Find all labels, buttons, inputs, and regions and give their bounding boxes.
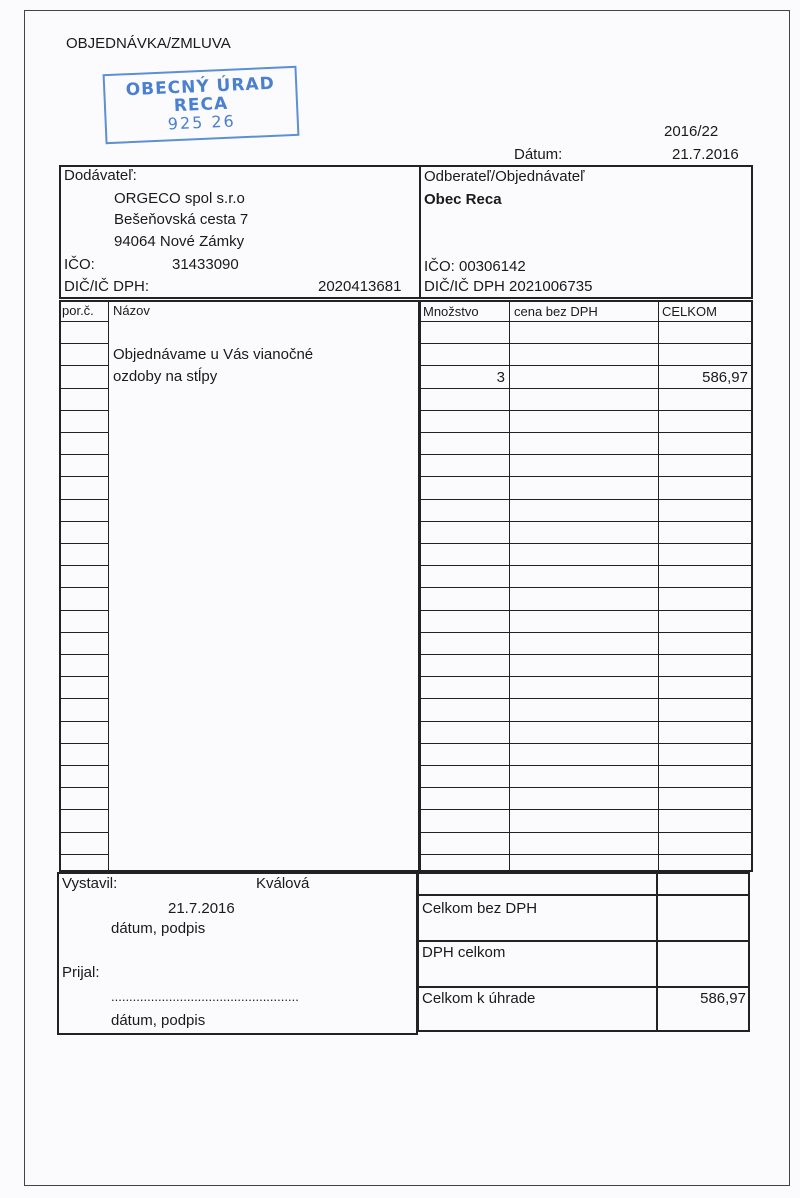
total-to-pay-value: 586,97 [700, 990, 746, 1007]
items-row-line [419, 499, 753, 500]
items-row-line [419, 543, 753, 544]
items-row-line [419, 343, 753, 344]
supplier-ico: 31433090 [172, 256, 239, 273]
porc-row-line [59, 410, 109, 411]
porc-row-line [59, 432, 109, 433]
items-row-line [419, 565, 753, 566]
porc-row-line [59, 654, 109, 655]
porc-row-line [59, 543, 109, 544]
supplier-name: ORGECO spol s.r.o [114, 190, 245, 207]
items-row-line [419, 388, 753, 389]
received-signature-line: .................................................... [111, 989, 299, 1004]
porc-row-line [59, 787, 109, 788]
supplier-ico-label: IČO: [64, 256, 95, 273]
stamp-line-1: OBECNÝ ÚRAD [125, 73, 276, 101]
porc-row-line [59, 854, 109, 855]
total-without-vat-label: Celkom bez DPH [422, 900, 538, 917]
items-row-line [419, 809, 753, 810]
items-row-line [419, 787, 753, 788]
items-row-line [419, 632, 753, 633]
item-description-line-1: Objednávame u Vás vianočné [113, 346, 314, 363]
porc-row-line [59, 365, 109, 366]
porc-row-line [59, 388, 109, 389]
items-row-line [419, 743, 753, 744]
porc-row-line [59, 721, 109, 722]
totals-row-line-3 [417, 986, 750, 988]
porc-row-line [59, 676, 109, 677]
office-stamp [103, 66, 300, 144]
supplier-street: Bešeňovská cesta 7 [114, 211, 249, 228]
totals-row-line-2 [417, 940, 750, 942]
received-label: Prijal: [62, 964, 100, 981]
items-row-line [419, 365, 753, 366]
issued-by: Kválová [256, 875, 310, 892]
porc-row-line [59, 809, 109, 810]
col-header-mnozstvo: Množstvo [423, 304, 479, 319]
porc-row-line [59, 499, 109, 500]
col-header-nazov: Názov [113, 303, 150, 318]
items-row-line [419, 587, 753, 588]
porc-row-line [59, 343, 109, 344]
col-header-cena: cena bez DPH [514, 304, 598, 319]
order-number: 2016/22 [664, 123, 719, 140]
items-row-line [419, 676, 753, 677]
items-row-line [419, 854, 753, 855]
date-value: 21.7.2016 [672, 146, 739, 163]
items-row-line [419, 698, 753, 699]
items-row-line [419, 765, 753, 766]
col-header-porc: por.č. [62, 303, 94, 318]
vat-total-label: DPH celkom [422, 944, 506, 961]
items-row-line [419, 454, 753, 455]
customer-label: Odberateľ/Objednávateľ [424, 168, 585, 185]
item-quantity: 3 [496, 369, 505, 386]
customer-dic: DIČ/IČ DPH 2021006735 [424, 278, 593, 295]
item-description-line-2: ozdoby na stĺpy [113, 368, 218, 385]
issued-date: 21.7.2016 [168, 900, 235, 917]
porc-row-line [59, 698, 109, 699]
supplier-label: Dodávateľ: [64, 167, 137, 184]
total-to-pay-label: Celkom k úhrade [422, 990, 536, 1007]
supplier-city: 94064 Nové Zámky [114, 233, 245, 250]
items-row-line [419, 521, 753, 522]
porc-row-line [59, 765, 109, 766]
supplier-dic-label: DIČ/IČ DPH: [64, 278, 150, 295]
items-row-line [419, 654, 753, 655]
items-row-line [419, 321, 753, 322]
porc-row-line [59, 565, 109, 566]
totals-col-divider [656, 872, 658, 1032]
customer-name: Obec Reca [424, 191, 502, 208]
porc-row-line [59, 587, 109, 588]
porc-row-line [59, 521, 109, 522]
porc-row-line [59, 476, 109, 477]
date-label: Dátum: [514, 146, 563, 163]
items-row-line [419, 432, 753, 433]
col-header-celkom: CELKOM [662, 304, 717, 319]
received-sign-label: dátum, podpis [111, 1012, 206, 1029]
porc-row-line [59, 632, 109, 633]
customer-ico: IČO: 00306142 [424, 258, 526, 275]
porc-row-line [59, 743, 109, 744]
items-left-table [59, 300, 420, 872]
issued-label: Vystavil: [62, 875, 118, 892]
stamp-line-3: 925 26 [167, 111, 237, 134]
porc-row-line [59, 321, 109, 322]
totals-row-line-1 [417, 894, 750, 896]
porc-row-line [59, 832, 109, 833]
items-row-line [419, 832, 753, 833]
stamp-line-2: RECA [173, 93, 229, 117]
items-row-line [419, 476, 753, 477]
items-row-line [419, 410, 753, 411]
signature-box [57, 872, 418, 1035]
porc-row-line [59, 454, 109, 455]
item-total: 586,97 [702, 369, 748, 386]
porc-row-line [59, 610, 109, 611]
doc-title: OBJEDNÁVKA/ZMLUVA [66, 35, 231, 52]
items-row-line [419, 610, 753, 611]
items-row-line [419, 721, 753, 722]
issued-sign-label: dátum, podpis [111, 920, 206, 937]
supplier-dic: 2020413681 [318, 278, 402, 295]
